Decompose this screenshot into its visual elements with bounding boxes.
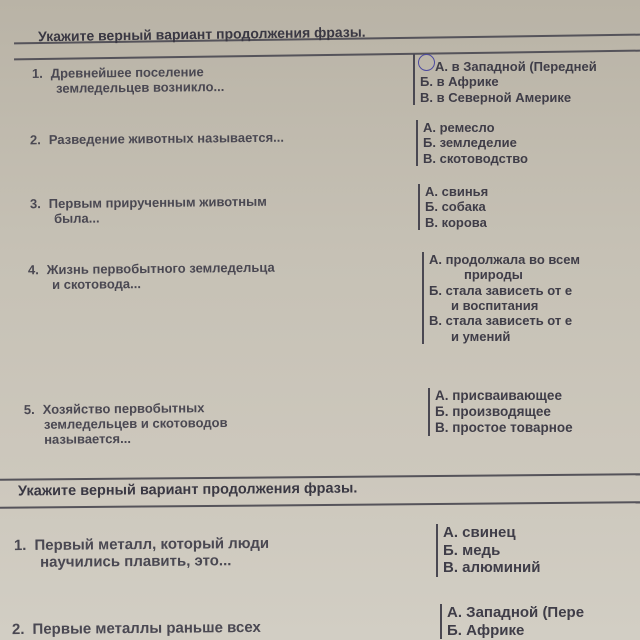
option-c[interactable]: В. простое товарное	[435, 419, 573, 435]
question-number: 1.	[13, 537, 27, 555]
question-1-options	[413, 54, 597, 105]
section1-heading: Укажите верный вариант продолжения фразы.	[37, 23, 366, 45]
question-3-options	[418, 184, 488, 230]
question-text: Древнейшее поселение	[50, 64, 204, 81]
question-2	[30, 131, 284, 149]
question-5	[24, 401, 228, 448]
section2-question-2	[12, 619, 261, 638]
question-text: была...	[53, 210, 100, 226]
section2-heading: Укажите верный вариант продолжения фразы.	[17, 480, 358, 500]
section2-question-1-options	[436, 524, 540, 577]
question-text: земледельцев возникло...	[55, 78, 225, 96]
question-number: 2.	[11, 620, 25, 639]
option-c[interactable]: В. алюминий	[443, 559, 541, 577]
question-text: Жизнь первобытного земледельца	[46, 259, 275, 278]
option-a[interactable]: А. Западной (Пере	[447, 604, 585, 621]
option-b[interactable]: Б. Африке	[447, 621, 525, 639]
selected-answer-circle	[418, 54, 435, 71]
option-a[interactable]: А. присваивающее	[435, 388, 562, 403]
question-5-options	[428, 388, 573, 436]
question-4	[28, 261, 275, 293]
question-text: земледельцев и скотоводов	[43, 414, 228, 432]
question-3	[30, 195, 267, 227]
option-c[interactable]: В. в Северной Америке	[420, 89, 572, 105]
option-b[interactable]: Б. собака	[425, 199, 486, 215]
question-number: 2.	[29, 132, 41, 148]
question-text: научились плавить, это...	[40, 552, 232, 572]
option-c[interactable]: В. скотоводство	[423, 150, 528, 166]
question-number: 4.	[27, 262, 39, 278]
question-text: Первые металлы раньше всех	[32, 618, 261, 638]
question-4-options	[422, 252, 580, 344]
question-number: 3.	[29, 196, 41, 212]
section2-heading-rule	[0, 501, 640, 509]
option-c-continued: и умений	[451, 328, 511, 344]
option-a[interactable]: А. ремесло	[423, 120, 495, 135]
option-b[interactable]: Б. земледелие	[423, 135, 517, 151]
section2-question-1	[14, 535, 269, 572]
option-a[interactable]: А. свинец	[443, 524, 516, 541]
option-b[interactable]: Б. медь	[443, 541, 501, 559]
question-text: Первым прирученным животным	[48, 193, 267, 212]
question-2-options	[416, 120, 528, 166]
option-a-continued: природы	[464, 267, 523, 283]
option-a[interactable]: А. свинья	[425, 184, 489, 199]
option-b-continued: и воспитания	[451, 297, 539, 313]
section2-question-2-options	[440, 604, 584, 639]
option-c[interactable]: В. корова	[425, 214, 487, 230]
question-number: 1.	[31, 65, 43, 82]
option-c[interactable]: В. стала зависеть от е	[429, 313, 573, 329]
option-b[interactable]: Б. стала зависеть от е	[429, 282, 573, 298]
question-text: Хозяйство первобытных	[42, 400, 205, 417]
option-b[interactable]: Б. производящее	[435, 403, 551, 419]
question-text: Первый металл, который люди	[34, 534, 270, 554]
question-number: 5.	[23, 401, 35, 418]
question-text: Разведение животных называется...	[48, 129, 285, 148]
question-text: и скотовода...	[51, 276, 141, 292]
question-text: называется...	[44, 430, 131, 447]
question-1	[32, 65, 225, 97]
section2-top-rule	[0, 473, 640, 481]
option-a[interactable]: А. продолжала во всем	[429, 252, 580, 267]
option-a[interactable]: А. в Западной (Передней	[420, 54, 597, 74]
option-b[interactable]: Б. в Африке	[420, 74, 499, 90]
